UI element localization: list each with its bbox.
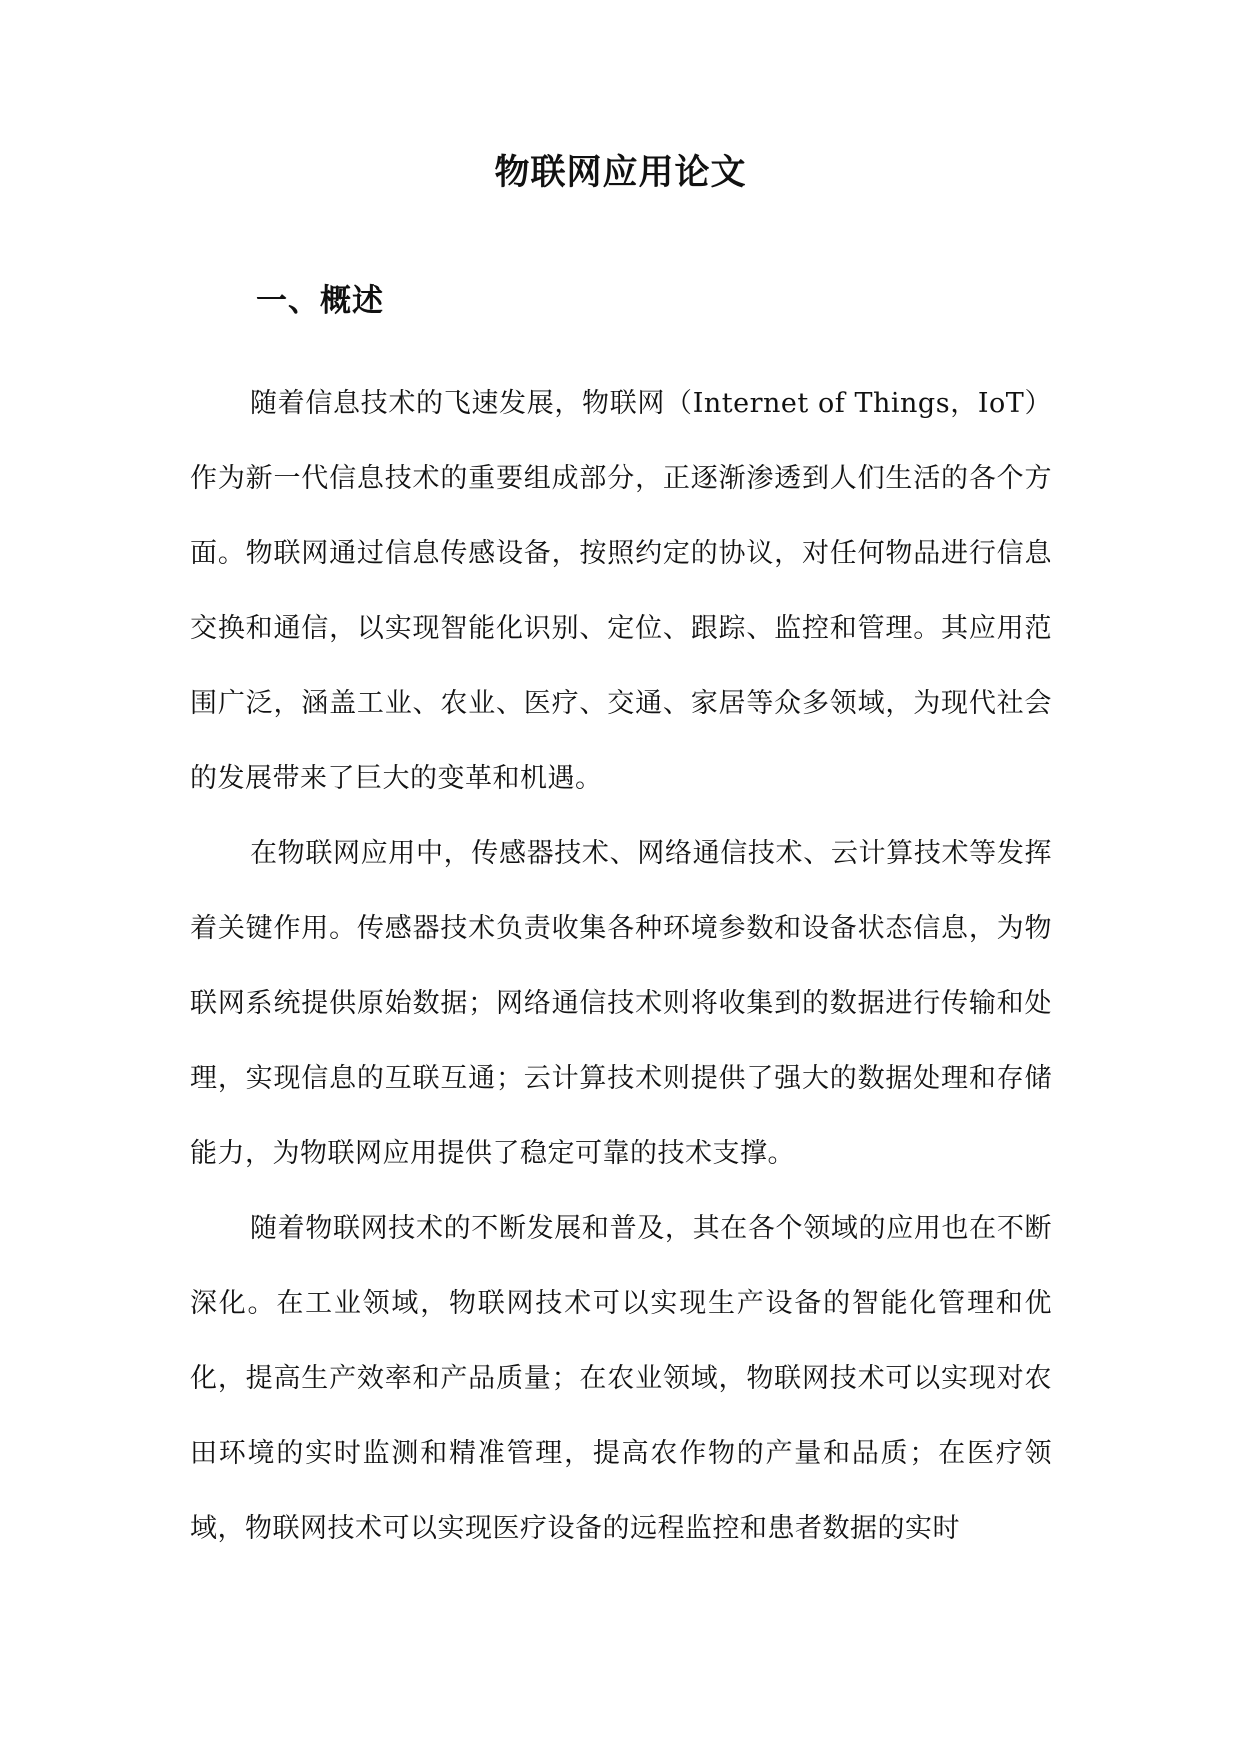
paragraph: 随着物联网技术的不断发展和普及，其在各个领域的应用也在不断深化。在工业领域，物联网技术可以实现生产设备的智能化管理和优化，提高生产效率和产品质量；在农业领域，物联网技术可以实现对农田环境的实时监测和精准管理，提高农作物的产量和品质；在医疗领域，物联网技术可以实现医疗设备的远程监控和患者数据的实时 <box>190 1213 1052 1544</box>
document-body <box>190 366 1052 1566</box>
section-heading: 一、概述 <box>256 283 384 319</box>
paragraph: 随着信息技术的飞速发展，物联网（Internet of Things，IoT）作为新一代信息技术的重要组成部分，正逐渐渗透到人们生活的各个方面。物联网通过信息传感设备，按照约定的协议，对任何物品进行信息交换和通信，以实现智能化识别、定位、跟踪、监控和管理。其应用范围广泛，涵盖工业、农业、医疗、交通、家居等众多领域，为现代社会的发展带来了巨大的变革和机遇。 <box>190 388 1052 794</box>
paragraph: 在物联网应用中，传感器技术、网络通信技术、云计算技术等发挥着关键作用。传感器技术负责收集各种环境参数和设备状态信息，为物联网系统提供原始数据；网络通信技术则将收集到的数据进行传输和处理，实现信息的互联互通；云计算技术则提供了强大的数据处理和存储能力，为物联网应用提供了稳定可靠的技术支撑。 <box>190 838 1052 1169</box>
document-title: 物联网应用论文 <box>494 152 747 193</box>
